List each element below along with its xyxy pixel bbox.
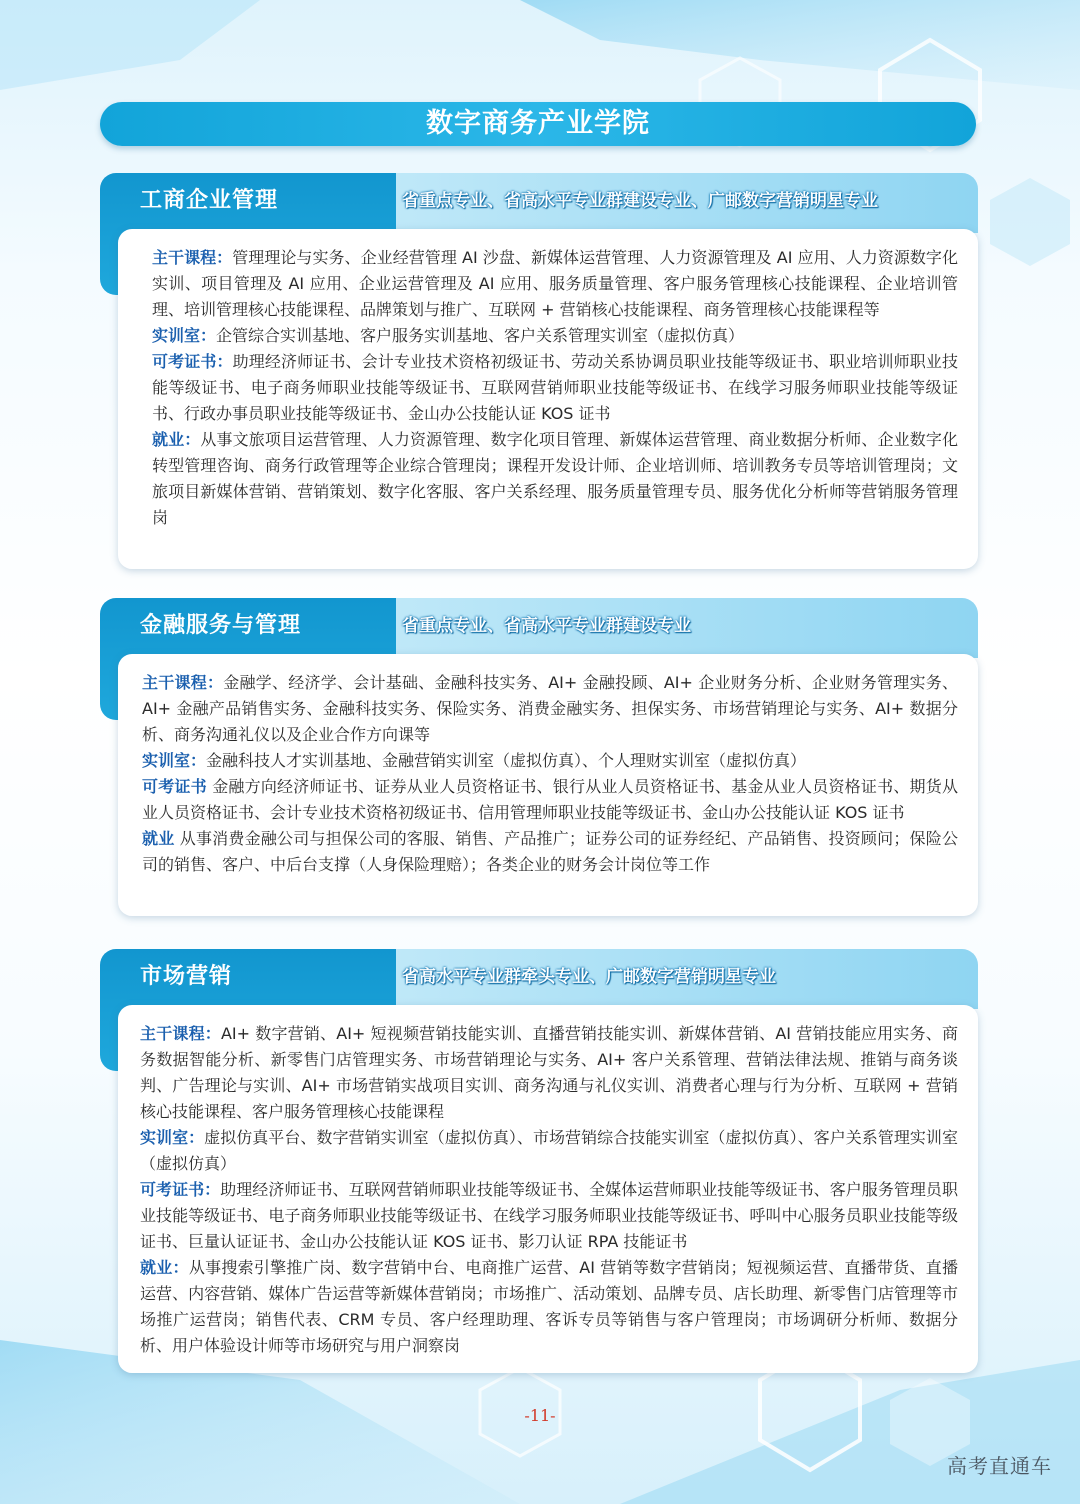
jobs-text: 从事文旅项目运营管理、人力资源管理、数字化项目管理、新媒体运营管理、商业数据分析师、企业数字化转型管理咨询、商务行政管理等企业综合管理岗；课程开发设计师、企业培训师、培训教务专员等培训管理岗；文旅项目新媒体营销、营销策划、数字化客服、客户关系经理、服务质量管理专员、服务优化分析师等营销服务管理岗: [152, 430, 958, 527]
certs-label: 可考证书：: [152, 352, 233, 371]
certs-text: 金融方向经济师证书、证券从业人员资格证书、银行从业人员资格证书、基金从业人员资格证书、期货从业人员资格证书、会计专业技术资格初级证书、信用管理师职业技能等级证书、金山办公技能认证 KOS 证书: [142, 777, 958, 822]
major-detail-card: [118, 1005, 978, 1373]
jobs-paragraph: [140, 1255, 958, 1359]
certs-label: 可考证书: [142, 777, 207, 796]
jobs-paragraph: [152, 427, 958, 531]
certs-paragraph: [142, 774, 958, 826]
major-section-business-management: [100, 173, 978, 571]
major-detail-card: [118, 229, 978, 569]
labs-label: 实训室：: [142, 751, 207, 770]
certs-paragraph: [140, 1177, 958, 1255]
major-section-finance: [100, 598, 978, 918]
labs-paragraph: [140, 1125, 958, 1177]
major-tags: 省重点专业、省高水平专业群建设专业、广邮数字营销明星专业: [402, 191, 878, 211]
jobs-paragraph: [142, 826, 958, 878]
labs-label: 实训室：: [140, 1128, 205, 1147]
major-tags: 省重点专业、省高水平专业群建设专业: [402, 616, 691, 636]
courses-text: AI+ 数字营销、AI+ 短视频营销技能实训、直播营销技能实训、新媒体营销、AI 营销技能应用实务、商务数据智能分析、新零售门店管理实务、市场营销理论与实务、AI+ 客户关系管理、营销法律法规、推销与商务谈判、广告理论与实训、AI+ 市场营销实战项目实训、商务沟通与礼仪实训、消费者心理与行为分析、互联网 + 营销核心技能课程、客户服务管理核心技能课程: [140, 1024, 958, 1121]
major-tags: 省高水平专业群牵头专业、广邮数字营销明星专业: [402, 967, 776, 987]
major-title: 工商企业管理: [140, 188, 279, 213]
jobs-label: 就业: [142, 829, 175, 848]
labs-text: 金融科技人才实训基地、金融营销实训室（虚拟仿真）、个人理财实训室（虚拟仿真）: [206, 751, 807, 770]
certs-text: 助理经济师证书、互联网营销师职业技能等级证书、全媒体运营师职业技能等级证书、客户服务管理员职业技能等级证书、电子商务师职业技能等级证书、在线学习服务师职业技能等级证书、呼叫中心服务员职业技能等级证书、巨量认证证书、金山办公技能认证 KOS 证书、影刀认证 RPA 技能证书: [140, 1180, 958, 1251]
labs-paragraph: [152, 323, 958, 349]
courses-text: 管理理论与实务、企业经营管理 AI 沙盘、新媒体运营管理、人力资源管理及 AI 应用、人力资源数字化实训、项目管理及 AI 应用、企业运营管理及 AI 应用、服务质量管理、客户服务管理核心技能课程、企业培训管理、培训管理核心技能课程、品牌策划与推广、互联网 + 营销核心技能课程、商务管理核心技能课程等: [152, 248, 958, 319]
certs-label: 可考证书：: [140, 1180, 221, 1199]
courses-paragraph: [140, 1021, 958, 1125]
courses-text: 金融学、经济学、会计基础、金融科技实务、AI+ 金融投顾、AI+ 企业财务分析、企业财务管理实务、AI+ 金融产品销售实务、金融科技实务、保险实务、消费金融实务、担保实务、市场营销理论与实务、AI+ 数据分析、商务沟通礼仪以及企业合作方向课等: [142, 673, 958, 744]
college-title-banner: 数字商务产业学院: [100, 102, 976, 146]
major-section-marketing: [100, 949, 978, 1375]
courses-paragraph: [152, 245, 958, 323]
courses-paragraph: [142, 670, 958, 748]
jobs-text: 从事消费金融公司与担保公司的客服、销售、产品推广；证券公司的证券经纪、产品销售、投资顾问；保险公司的销售、客户、中后台支撑（人身保险理赔）；各类企业的财务会计岗位等工作: [142, 829, 958, 874]
courses-label: 主干课程：: [142, 673, 224, 692]
labs-paragraph: [142, 748, 958, 774]
watermark: 高考直通车: [947, 1454, 1052, 1478]
page-number: -11-: [524, 1406, 556, 1425]
labs-label: 实训室：: [152, 326, 217, 345]
major-title: 金融服务与管理: [140, 613, 302, 638]
labs-text: 企管综合实训基地、客户服务实训基地、客户关系管理实训室（虚拟仿真）: [216, 326, 745, 345]
jobs-label: 就业：: [152, 430, 201, 449]
certs-paragraph: [152, 349, 958, 427]
major-title: 市场营销: [140, 964, 233, 989]
labs-text: 虚拟仿真平台、数字营销实训室（虚拟仿真）、市场营销综合技能实训室（虚拟仿真）、客户关系管理实训室（虚拟仿真）: [140, 1128, 958, 1173]
courses-label: 主干课程：: [152, 248, 233, 267]
jobs-text: 从事搜索引擎推广岗、数字营销中台、电商推广运营、AI 营销等数字营销岗；短视频运营、直播带货、直播运营、内容营销、媒体广告运营等新媒体营销岗；市场推广、活动策划、品牌专员、店长助理、新零售门店管理等市场推广运营岗；销售代表、CRM 专员、客户经理助理、客诉专员等销售与客户管理岗；市场调研分析师、数据分析、用户体验设计师等市场研究与用户洞察岗: [140, 1258, 958, 1355]
certs-text: 助理经济师证书、会计专业技术资格初级证书、劳动关系协调员职业技能等级证书、职业培训师职业技能等级证书、电子商务师职业技能等级证书、互联网营销师职业技能等级证书、在线学习服务师职业技能等级证书、行政办事员职业技能等级证书、金山办公技能认证 KOS 证书: [152, 352, 958, 423]
major-detail-card: [118, 654, 978, 916]
courses-label: 主干课程：: [140, 1024, 221, 1043]
jobs-label: 就业：: [140, 1258, 189, 1277]
